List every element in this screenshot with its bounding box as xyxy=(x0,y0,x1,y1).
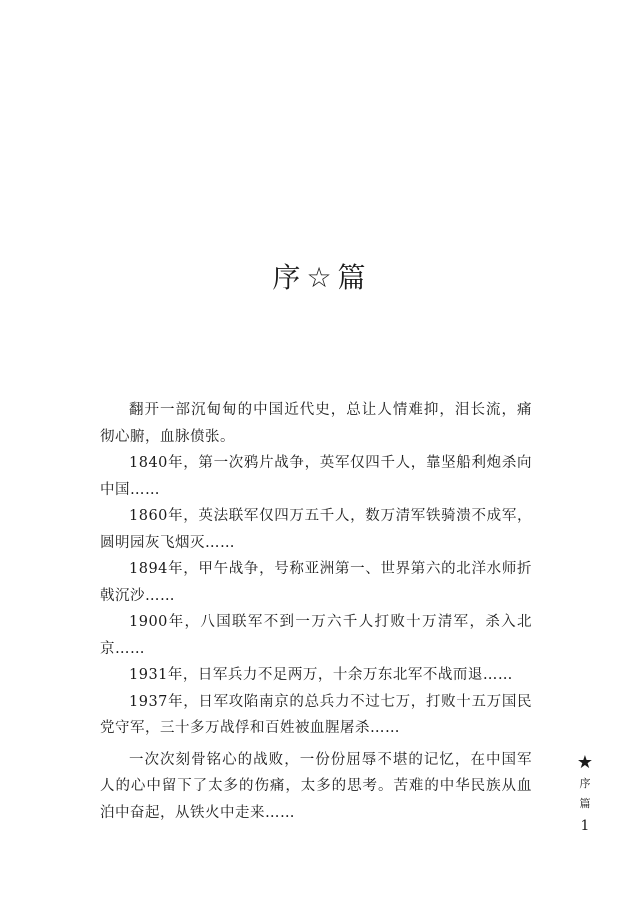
paragraph-1840: 1840年，第一次鸦片战争，英军仅四千人，靠坚船利炮杀向中国…… xyxy=(100,455,532,498)
page-number: 1 xyxy=(580,818,590,834)
paragraph-1900: 1900年，八国联军不到一万六千人打败十万清军，杀入北京…… xyxy=(100,614,532,657)
side-char-xu: 序 xyxy=(579,777,591,790)
paragraph-1894: 1894年，甲午战争，号称亚洲第一、世界第六的北洋水师折戟沉沙…… xyxy=(100,561,532,604)
title-char-pian: 篇 xyxy=(337,261,370,294)
paragraph-1860: 1860年，英法联军仅四万五千人，数万清军铁骑溃不成军，圆明园灰飞烟灭…… xyxy=(100,508,532,551)
paragraph-1931: 1931年，日军兵力不足两万，十余万东北军不战而退…… xyxy=(129,667,513,683)
title-char-xu: 序 xyxy=(272,261,305,294)
paragraph-intro: 翻开一部沉甸甸的中国近代史，总让人情难抑，泪长流，痛彻心腑，血脉偾张。 xyxy=(100,402,532,445)
page-title xyxy=(0,258,642,298)
side-char-pian: 篇 xyxy=(579,797,591,810)
side-chapter-marker xyxy=(574,752,596,836)
body-text xyxy=(100,397,532,826)
star-filled-icon: ★ xyxy=(576,752,594,773)
star-outline-icon: ☆ xyxy=(306,261,336,294)
paragraph-1937: 1937年，日军攻陷南京的总兵力不过七万，打败十五万国民党守军，三十多万战俘和百姓被血腥屠杀…… xyxy=(100,693,532,736)
paragraph-conclusion: 一次次刻骨铭心的战败，一份份屈辱不堪的记忆，在中国军人的心中留下了太多的伤痛，太多的思考。苦难的中华民族从血泊中奋起，从铁火中走来…… xyxy=(100,751,532,821)
